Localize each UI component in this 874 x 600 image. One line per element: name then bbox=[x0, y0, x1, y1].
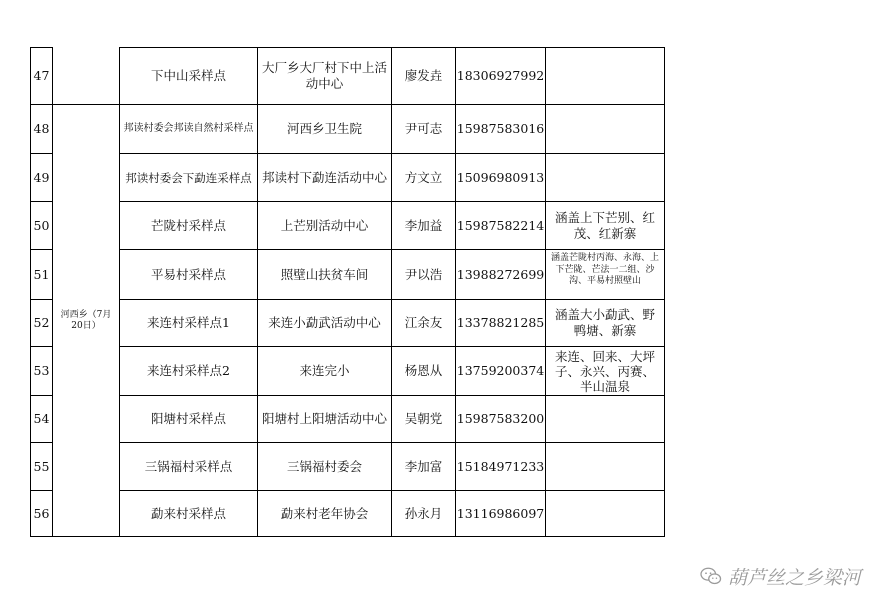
location: 阳塘村上阳塘活动中心 bbox=[261, 411, 387, 426]
row-number: 52 bbox=[33, 315, 50, 330]
site-name: 三锅福村采样点 bbox=[144, 458, 233, 474]
site-name: 下中山采样点 bbox=[150, 68, 226, 83]
location: 邦读村下勐连活动中心 bbox=[261, 169, 387, 185]
coverage-notes bbox=[546, 105, 664, 153]
phone-number: 15184971233 bbox=[456, 458, 545, 474]
contact-person: 方文立 bbox=[404, 169, 443, 185]
location: 勐来村老年协会 bbox=[280, 505, 369, 521]
location: 来连完小 bbox=[299, 363, 350, 378]
phone-number: 15987583016 bbox=[456, 121, 545, 136]
phone-number: 18306927992 bbox=[456, 68, 545, 83]
coverage-notes: 涵盖上下芒别、红茂、红新寨 bbox=[554, 209, 655, 241]
wechat-icon bbox=[700, 566, 722, 586]
phone-number: 13988272699 bbox=[456, 266, 545, 282]
table-border bbox=[30, 536, 664, 537]
location: 大厂乡大厂村下中上活动中心 bbox=[261, 60, 387, 91]
row-number: 47 bbox=[33, 68, 50, 83]
contact-person: 廖发垚 bbox=[404, 68, 443, 83]
contact-person: 吴朝党 bbox=[404, 411, 443, 426]
coverage-notes bbox=[546, 491, 664, 536]
site-name: 阳塘村采样点 bbox=[150, 411, 226, 426]
contact-person: 尹以浩 bbox=[404, 266, 443, 282]
row-number: 54 bbox=[33, 411, 50, 426]
table-border bbox=[664, 47, 665, 537]
phone-number: 13378821285 bbox=[456, 315, 545, 330]
site-name: 来连村采样点2 bbox=[147, 363, 230, 378]
row-number: 56 bbox=[33, 505, 50, 521]
watermark-text: 葫芦丝之乡梁河 bbox=[728, 566, 862, 589]
phone-number: 13116986097 bbox=[456, 505, 545, 521]
phone-number: 15096980913 bbox=[456, 169, 545, 185]
location: 河西乡卫生院 bbox=[286, 121, 362, 136]
row-number: 55 bbox=[33, 458, 50, 474]
contact-person: 杨恩从 bbox=[404, 363, 443, 378]
contact-person: 尹可志 bbox=[404, 121, 443, 136]
phone-number: 15987582214 bbox=[456, 217, 545, 233]
contact-person: 孙永月 bbox=[404, 505, 443, 521]
site-name: 平易村采样点 bbox=[150, 266, 226, 282]
coverage-notes bbox=[546, 443, 664, 490]
coverage-notes bbox=[546, 154, 664, 201]
site-name: 邦读村委会邦读自然村采样点 bbox=[123, 123, 254, 134]
contact-person: 李加益 bbox=[404, 217, 443, 233]
phone-number: 15987583200 bbox=[456, 411, 545, 426]
phone-number: 13759200374 bbox=[456, 363, 545, 378]
site-name: 邦读村委会下勐连采样点 bbox=[125, 170, 252, 185]
location: 照壁山扶贫车间 bbox=[280, 266, 369, 282]
coverage-notes: 涵盖大小勐武、野鸭塘、新寨 bbox=[554, 307, 655, 338]
watermark bbox=[700, 560, 874, 592]
row-number: 53 bbox=[33, 363, 50, 378]
row-number: 50 bbox=[33, 217, 50, 233]
coverage-notes: 涵盖芒陇村丙海、永海、上下芒陇、芒法一二组、沙沟、平易村照壁山 bbox=[550, 253, 659, 286]
location: 来连小勐武活动中心 bbox=[268, 315, 381, 330]
location: 三锅福村委会 bbox=[286, 458, 362, 474]
contact-person: 李加富 bbox=[404, 458, 443, 474]
coverage-notes bbox=[546, 48, 664, 104]
group-label: 河西乡（7月20日） bbox=[60, 309, 112, 331]
site-name: 勐来村采样点 bbox=[150, 505, 226, 521]
site-name: 来连村采样点1 bbox=[147, 315, 230, 330]
location: 上芒别活动中心 bbox=[280, 217, 369, 233]
contact-person: 江余友 bbox=[404, 315, 443, 330]
row-number: 51 bbox=[33, 266, 50, 282]
coverage-notes bbox=[546, 396, 664, 442]
row-number: 49 bbox=[33, 169, 50, 185]
coverage-notes: 来连、回来、大坪子、永兴、丙赛、半山温泉 bbox=[554, 348, 655, 394]
row-number: 48 bbox=[33, 121, 50, 136]
site-name: 芒陇村采样点 bbox=[150, 217, 226, 233]
